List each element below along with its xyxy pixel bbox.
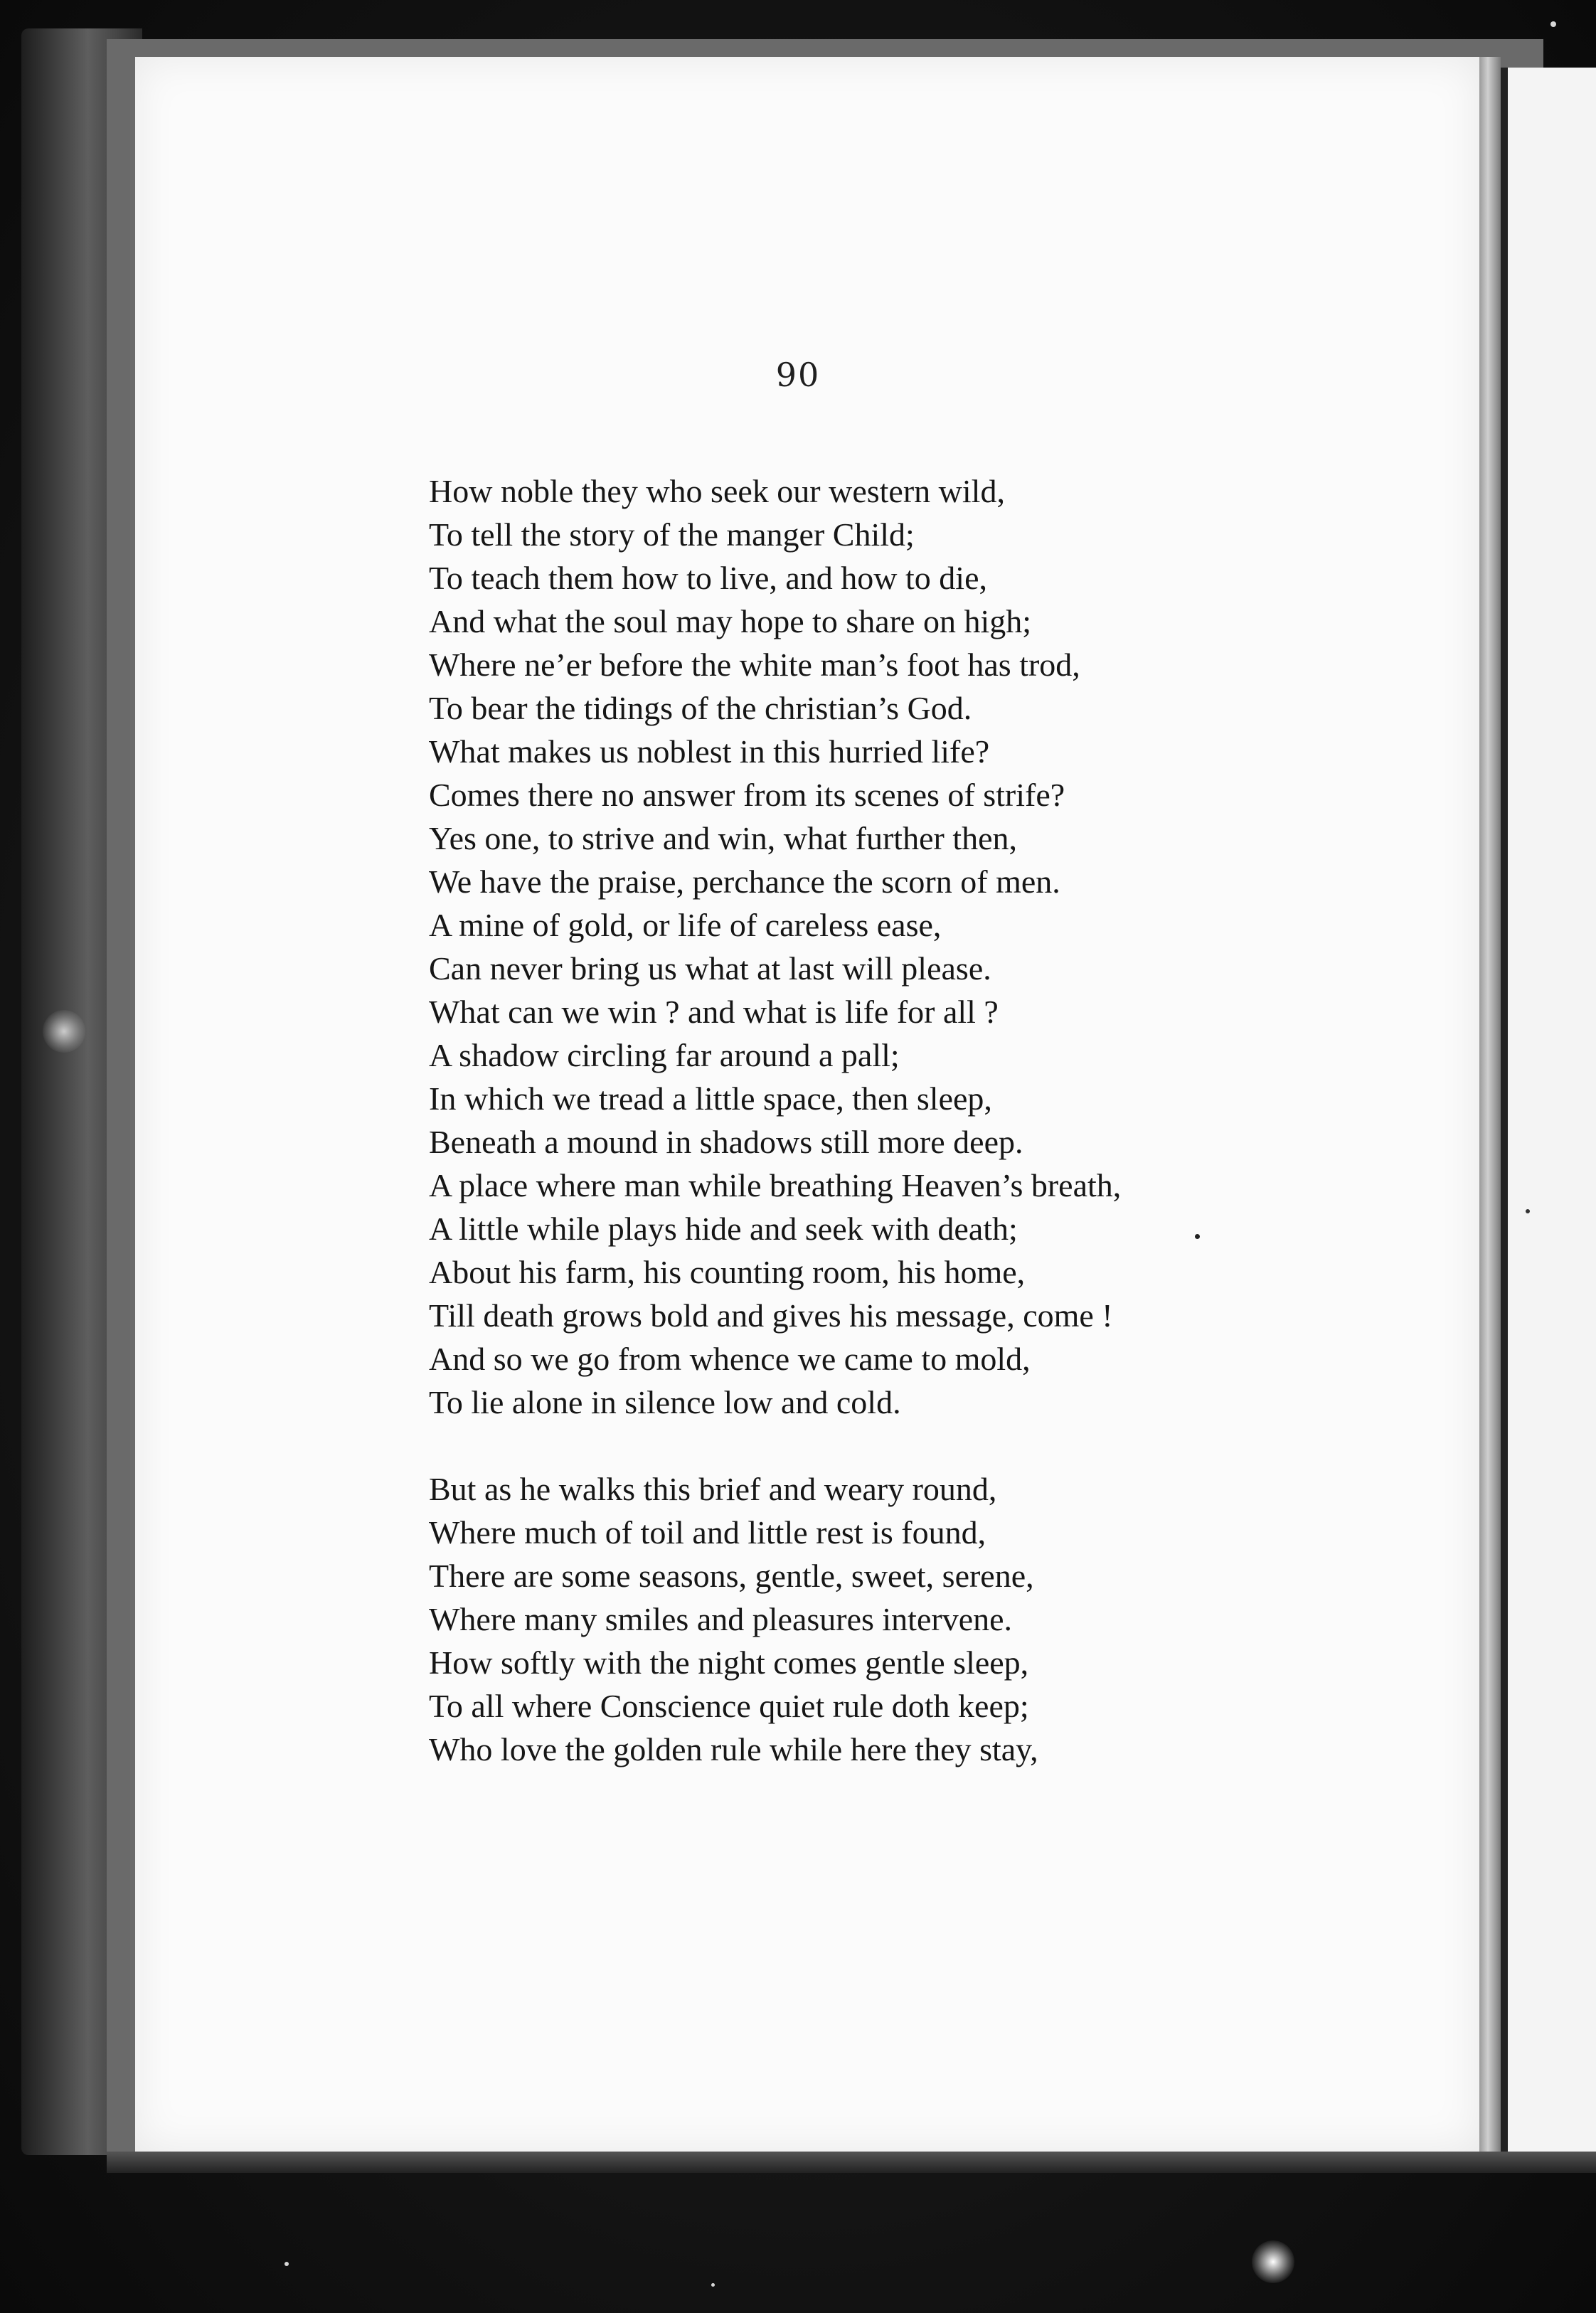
poem-line: To tell the story of the manger Child;	[429, 516, 915, 553]
poem-body	[429, 469, 1325, 1771]
dust-speck	[1550, 21, 1556, 27]
poem-line: Yes one, to strive and win, what further then,	[429, 820, 1018, 856]
stanza-break	[429, 1424, 1325, 1467]
dust-speck	[284, 2262, 289, 2266]
poem-line: To teach them how to live, and how to die,	[429, 560, 987, 596]
poem-line: Till death grows bold and gives his message, come !	[429, 1297, 1113, 1334]
poem-line: Where much of toil and little rest is found,	[429, 1514, 986, 1551]
poem-line: How softly with the night comes gentle sleep,	[429, 1644, 1029, 1681]
poem-line: In which we tread a little space, then sleep,	[429, 1080, 992, 1117]
poem-line: What can we win ? and what is life for all ?	[429, 994, 999, 1030]
dust-speck	[1526, 1209, 1530, 1213]
poem-line: Can never bring us what at last will please.	[429, 950, 991, 987]
stanza-1	[429, 469, 1325, 1424]
poem-line: We have the praise, perchance the scorn of men.	[429, 863, 1060, 900]
poem-line: Who love the golden rule while here they stay,	[429, 1731, 1038, 1767]
poem-line: But as he walks this brief and weary round,	[429, 1471, 997, 1507]
bottom-page-edge	[107, 2152, 1596, 2173]
poem-line: What makes us noblest in this hurried life?	[429, 733, 990, 770]
poem-line: A mine of gold, or life of careless ease,	[429, 907, 942, 943]
poem-line: There are some seasons, gentle, sweet, serene,	[429, 1558, 1034, 1594]
dust-speck	[1195, 1234, 1200, 1239]
dust-speck	[711, 2283, 715, 2287]
poem-line: To all where Conscience quiet rule doth keep;	[429, 1688, 1029, 1724]
dust-speck	[43, 1010, 85, 1053]
poem-line: To lie alone in silence low and cold.	[429, 1384, 901, 1420]
poem-line: About his farm, his counting room, his home,	[429, 1254, 1026, 1290]
poem-line: How noble they who seek our western wild,	[429, 473, 1005, 509]
poem-line: Beneath a mound in shadows still more deep.	[429, 1124, 1023, 1160]
poem-line: Where ne’er before the white man’s foot has trod,	[429, 647, 1080, 683]
poem-line: And so we go from whence we came to mold,	[429, 1341, 1031, 1377]
poem-line: To bear the tidings of the christian’s God.	[429, 690, 972, 726]
poem-line: A place where man while breathing Heaven’s breath,	[429, 1167, 1122, 1203]
poem-line: And what the soul may hope to share on high;	[429, 603, 1032, 639]
poem-line: A shadow circling far around a pall;	[429, 1037, 900, 1073]
poem-line: Comes there no answer from its scenes of strife?	[429, 777, 1065, 813]
stanza-2	[429, 1467, 1325, 1771]
poem-line: Where many smiles and pleasures intervene.	[429, 1601, 1013, 1637]
poem-line: A little while plays hide and seek with death;	[429, 1211, 1018, 1247]
dust-speck	[1252, 2240, 1294, 2283]
page-number: 90	[775, 356, 821, 394]
